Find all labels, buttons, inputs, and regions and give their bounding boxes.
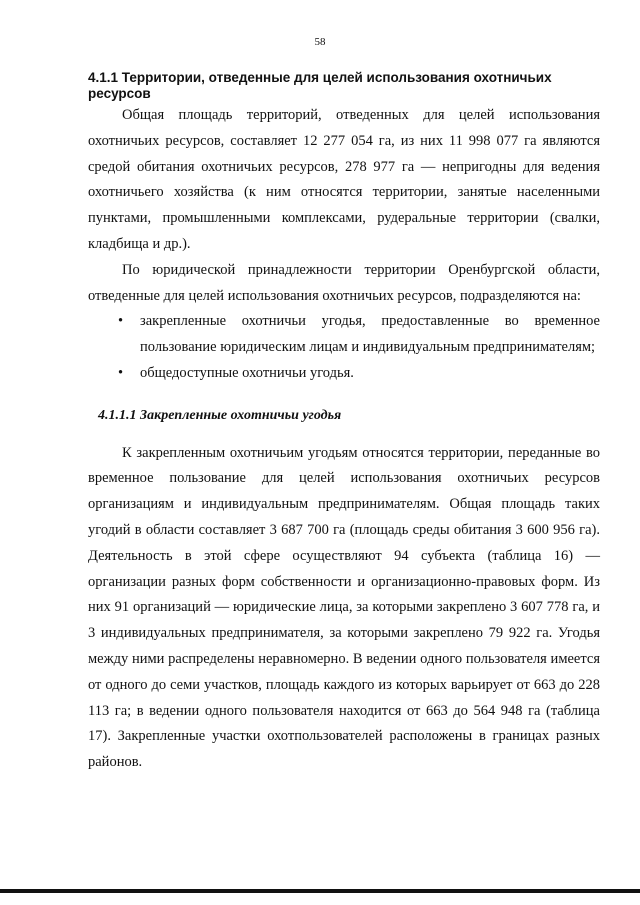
bullet-text: общедоступные охотничьи угодья. xyxy=(140,364,354,381)
bullet-item-public-grounds xyxy=(118,361,600,387)
section-heading: 4.1.1 Территории, отведенные для целей использования охотничьих ресурсов xyxy=(88,70,552,101)
document-body xyxy=(88,103,600,776)
bullet-text: закрепленные охотничьи угодья, предоставленные во временное пользование юридическим лицам и индивидуальным предпринимателям; xyxy=(140,313,600,356)
paragraph-assigned-grounds: К закрепленным охотничьим угодьям относятся территории, переданные во временное пользование для целей использования охотничьих ресурсов организациям и индивидуальным предпринимателям. Общая площадь таких угодий в области составляет 3 687 700 га (площадь среды обитания 3 600 956 га). Деятельность в этой сфере осуществляют 94 субъекта (таблица 16) — организации разных форм собственности и организационно-правовых форм. Из них 91 организаций — юридические лица, за которыми закреплено 3 607 778 га, и 3 индивидуальных предпринимателя, за которыми закреплено 79 922 га. Угодья между ними распределены неравномерно. В ведении одного пользователя имеется от одного до семи участков, площадь каждого из которых варьирует от 663 до 228 113 га; в ведении одного пользователя находится от 663 до 564 948 га (таблица 17). Закрепленные участки охотпользователей расположены в границах разных районов. xyxy=(88,444,600,771)
bullet-icon: • xyxy=(118,364,124,381)
subsection-heading: 4.1.1.1 Закрепленные охотничьи угодья xyxy=(98,407,342,423)
bullet-item-assigned-grounds xyxy=(118,309,600,361)
paragraph-legal-ownership: По юридической принадлежности территории Оренбургской области, отведенные для целей использования охотничьих ресурсов, подразделяются на: xyxy=(88,261,600,304)
bullet-list xyxy=(88,309,600,386)
page-bottom-rule xyxy=(0,889,640,893)
bullet-icon: • xyxy=(118,313,124,330)
page-number: 58 xyxy=(314,36,326,48)
paragraph-total-area: Общая площадь территорий, отведенных для целей использования охотничьих ресурсов, составляет 12 277 054 га, из них 11 998 077 га являются средой обитания охотничьих ресурсов, 278 977 га — непригодны для ведения охотничьего хозяйства (к ним относятся территории, занятые населенными пунктами, промышленными комплексами, рудеральные территории (свалки, кладбища и др.). xyxy=(88,107,600,252)
